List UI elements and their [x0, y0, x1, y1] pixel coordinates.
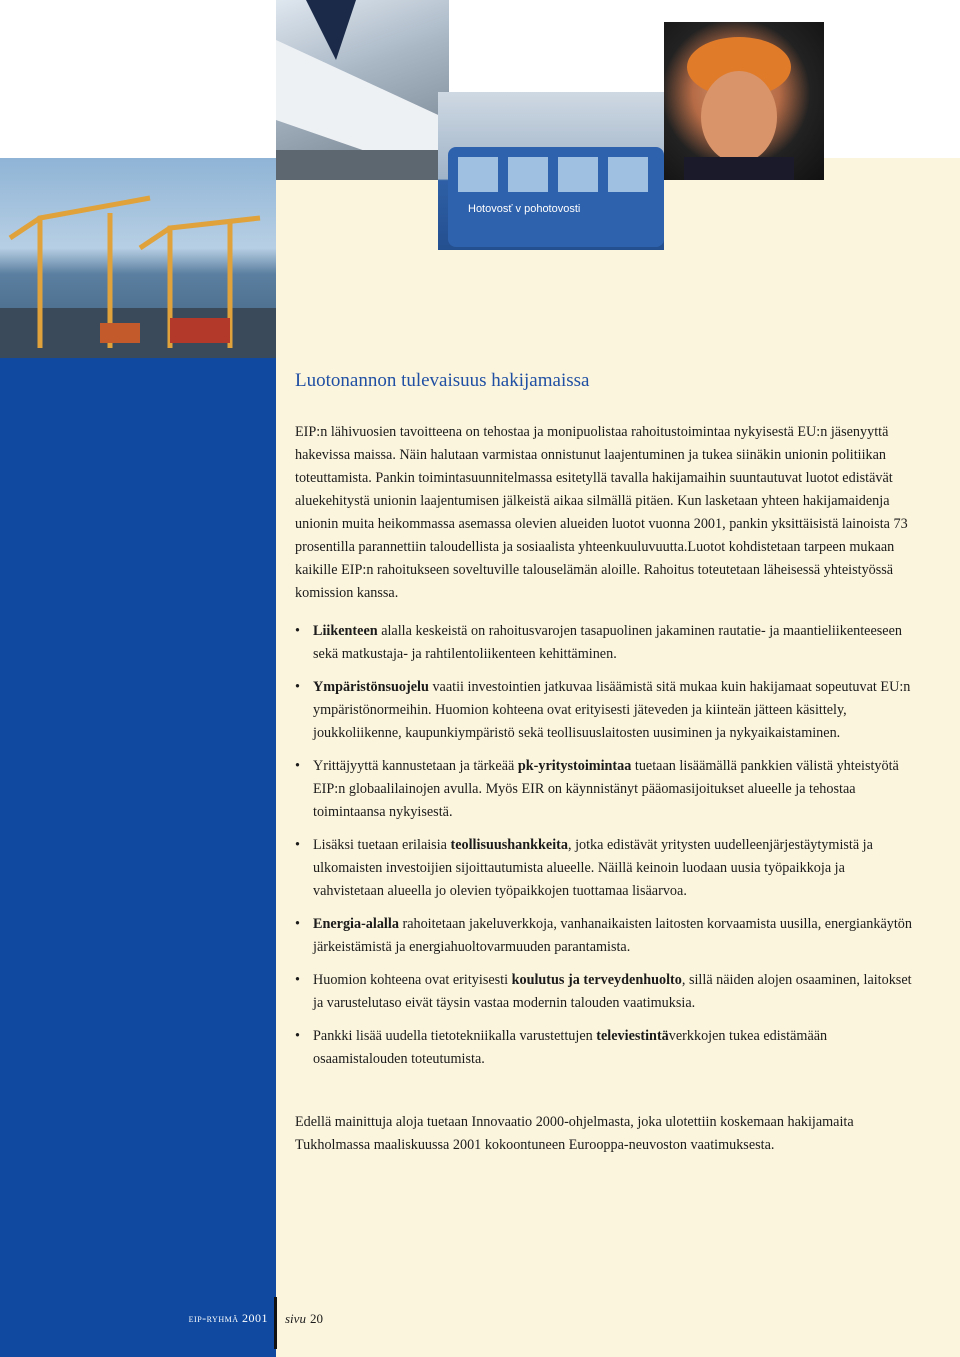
svg-text:Hotovosť v pohotovosti: Hotovosť v pohotovosti [468, 203, 581, 215]
list-item: • Lisäksi tuetaan erilaisia teollisuushankkeita, jotka edistävät yritysten uudelleenjärjestäytymistä ja ulkomaisten investoijien sijoittautumista alueelle. Näillä keinoin luodaan uusia työpaikkoja ja vahvistetaan alueella jo olevien työpaikkojen tuottamaa lisäarvoa. [295, 834, 915, 903]
bullet-list [295, 620, 915, 1081]
list-item: • Huomion kohteena ovat erityisesti koulutus ja terveydenhuolto, sillä näiden alojen osaaminen, laitokset ja varustelutaso eivät täysin vastaa modernin talouden vaatimuksia. [295, 969, 915, 1015]
bullet-icon: • [295, 679, 300, 695]
footer-divider [274, 1297, 277, 1349]
page-number-value: 20 [309, 1311, 323, 1326]
bullet-icon: • [295, 837, 300, 853]
list-item: • Pankki lisää uudella tietotekniikalla varustettujen televiestintäverkkojen tukea edistämään osaamistalouden toteutumista. [295, 1025, 915, 1071]
bullet-icon: • [295, 623, 300, 639]
list-item: • Yrittäjyyttä kannustetaan ja tärkeää pk-yritystoimintaa tuetaan lisäämällä pankkien välistä yhteistyötä EIP:n globaalilainojen avulla. Myös EIR on käynnistänyt pääomasijoitukset alueelle ja tehostaa toimintaansa nykyisestä. [295, 755, 915, 824]
bullet-icon: • [295, 1028, 300, 1044]
bullet-icon: • [295, 916, 300, 932]
page-title: Luotonannon tulevaisuus hakijamaissa [295, 370, 590, 391]
intro-paragraph: EIP:n lähivuosien tavoitteena on tehostaa ja monipuolistaa rahoitustoimintaa nykyisestä EU:n jäsenyyttä hakevissa maissa. Näin halutaan varmistaa onnistunut laajentuminen ja tukea siinäkin unionin politiikan toteuttamista. Pankin toimintasuunnitelmassa esitetyllä tavalla hakijamaihin suuntautuvat luotot edistävät aluekehitystä unionin laajentumisen jälkeistä aikaa silmällä pitäen. Kun lasketaan yhteen hakijamaidenja unionin muita heikommassa asemassa olevien alueiden luotot vuonna 2001, pankin yksittäisistä lainoista 73 prosentilla parannettiin taloudellista ja sosiaalista yhteenkuuluvuutta.Luotot kohdistetaan tarpeen mukaan kaikille EIP:n rahoitukseen soveltuville talouselämän aloille. Rahoitus toteutetaan läheisessä yhteistyössä komission kanssa. [295, 424, 908, 601]
bullet-icon: • [295, 972, 300, 988]
page-number [285, 1311, 323, 1327]
port-cranes-photo [0, 158, 276, 358]
worker-photo [664, 22, 824, 180]
closing-paragraph: Edellä mainittuja aloja tuetaan Innovaatio 2000-ohjelmasta, joka ulotettiin koskemaan hakijamaita Tukholmassa maaliskuussa 2001 kokoontuneen Eurooppa-neuvoston vaatimuksesta. [295, 1114, 854, 1153]
tram-photo [438, 92, 664, 250]
list-item: • Ympäristönsuojelu vaatii investointien jatkuvaa lisäämistä sitä mukaa kuin hakijamaat sopeutuvat EU:n ympäristönormeihin. Huomion kohteena ovat erityisesti jäteveden ja kiinteän jätteen käsittely, joukkoliikenne, kaupunkiympäristö sekä teollisuuslaitosten uusiminen ja nykyaikaistaminen. [295, 676, 915, 745]
blue-side-column [0, 358, 276, 1357]
airplane-photo [276, 0, 449, 180]
list-item: • Liikenteen alalla keskeistä on rahoitusvarojen tasapuolinen jakaminen rautatie- ja maantieliikenteeseen sekä matkustaja- ja rahtilentoliikenteen kehittäminen. [295, 620, 915, 666]
bullet-icon: • [295, 758, 300, 774]
page-label: sivu [285, 1311, 306, 1326]
footer-publication: eip-ryhmä 2001 [188, 1311, 268, 1325]
list-item: • Energia-alalla rahoitetaan jakeluverkkoja, vanhanaikaisten laitosten korvaamista uusilla, energiankäytön järkeistämistä ja energiahuoltovarmuuden parantamista. [295, 913, 915, 959]
